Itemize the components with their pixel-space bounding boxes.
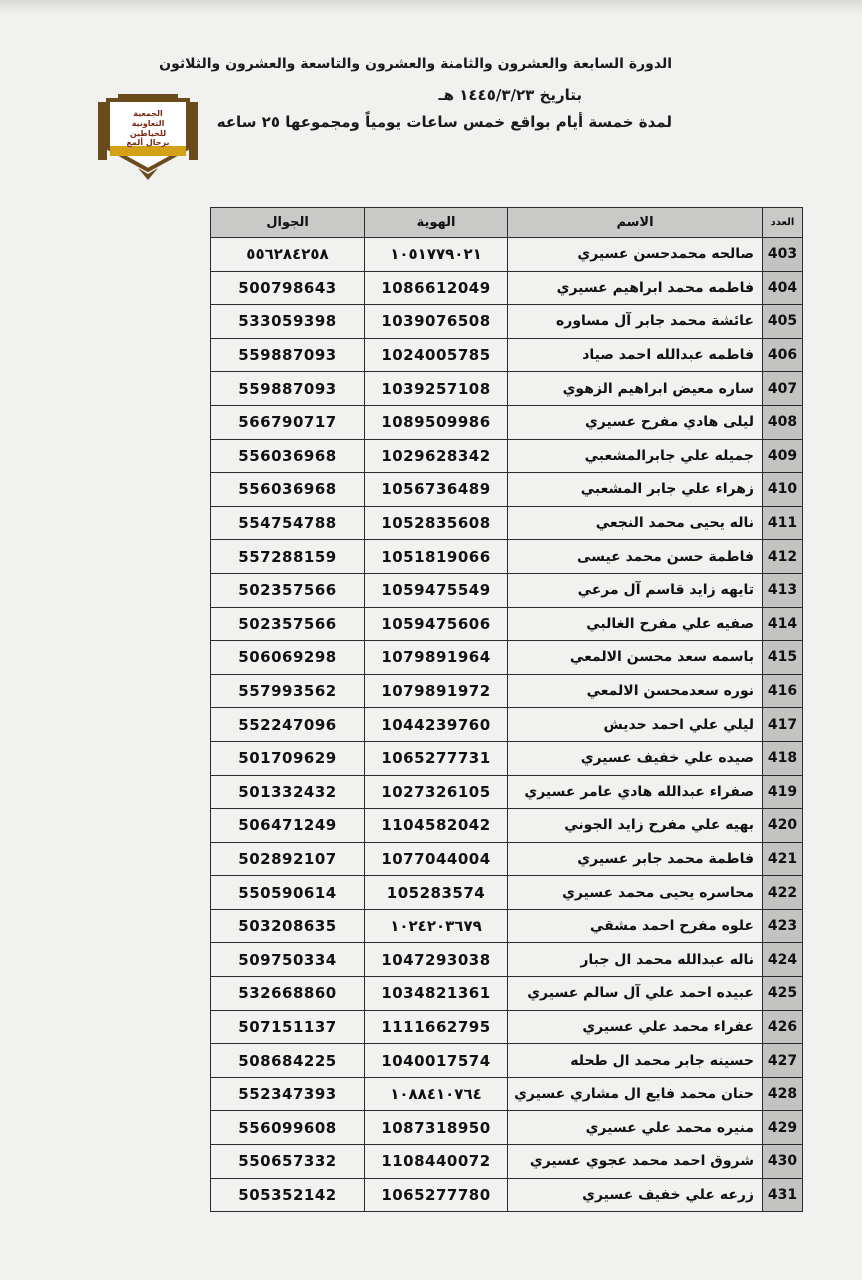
row-mobile: 550590614 <box>211 876 365 910</box>
row-name: صالحه محمدحسن عسيري <box>508 238 763 272</box>
header-mobile: الجوال <box>211 208 365 238</box>
row-number: 424 <box>763 943 803 977</box>
row-number: 412 <box>763 540 803 574</box>
row-mobile: 532668860 <box>211 977 365 1011</box>
row-mobile: 501709629 <box>211 741 365 775</box>
row-mobile: 550657332 <box>211 1145 365 1179</box>
row-name: بهيه علي مفرح زايد الجوني <box>508 809 763 843</box>
row-mobile: 506069298 <box>211 641 365 675</box>
svg-text:برجال ألمع: برجال ألمع <box>126 138 170 147</box>
row-number: 407 <box>763 372 803 406</box>
row-id: 1079891964 <box>365 641 508 675</box>
table-row <box>211 305 803 339</box>
row-number: 429 <box>763 1111 803 1145</box>
course-title: الدورة السابعة والعشرون والثامنة والعشرون والتاسعة والعشرون والثلاثون <box>159 56 672 72</box>
row-number: 419 <box>763 775 803 809</box>
table-row <box>211 405 803 439</box>
row-number: 405 <box>763 305 803 339</box>
row-name: علوه مفرح احمد مشقي <box>508 909 763 943</box>
participants-table <box>210 207 802 1212</box>
row-id: ١٠٥١٧٧٩٠٢١ <box>365 238 508 272</box>
table-row <box>211 473 803 507</box>
row-id: ١٠٨٨٤١٠٧٦٤ <box>365 1077 508 1111</box>
row-mobile: 559887093 <box>211 338 365 372</box>
row-name: زرعه علي خفيف عسيري <box>508 1178 763 1212</box>
row-number: 425 <box>763 977 803 1011</box>
table-row <box>211 271 803 305</box>
row-id: 1029628342 <box>365 439 508 473</box>
row-name: فاطمة حسن محمد عيسى <box>508 540 763 574</box>
row-mobile: 509750334 <box>211 943 365 977</box>
row-id: 1052835608 <box>365 506 508 540</box>
table-row <box>211 1010 803 1044</box>
row-name: جميله علي جابرالمشعبي <box>508 439 763 473</box>
table-row <box>211 1111 803 1145</box>
table-row <box>211 641 803 675</box>
row-number: 403 <box>763 238 803 272</box>
course-duration: لمدة خمسة أيام بواقع خمس ساعات يومياً ومجموعها ٢٥ ساعه <box>216 113 672 131</box>
row-mobile: 502892107 <box>211 842 365 876</box>
row-id: 1047293038 <box>365 943 508 977</box>
row-mobile: 502357566 <box>211 573 365 607</box>
row-name: فاطمه عبدالله احمد صياد <box>508 338 763 372</box>
row-id: 1051819066 <box>365 540 508 574</box>
row-mobile: 557993562 <box>211 674 365 708</box>
row-number: 406 <box>763 338 803 372</box>
table-row <box>211 506 803 540</box>
row-mobile: 552247096 <box>211 708 365 742</box>
table-row <box>211 876 803 910</box>
row-id: 1104582042 <box>365 809 508 843</box>
table-row <box>211 1178 803 1212</box>
table-row <box>211 842 803 876</box>
table-row <box>211 809 803 843</box>
row-number: 423 <box>763 909 803 943</box>
row-name: عائشة محمد جابر آل مساوره <box>508 305 763 339</box>
row-number: 421 <box>763 842 803 876</box>
row-mobile: 556036968 <box>211 473 365 507</box>
row-mobile: 500798643 <box>211 271 365 305</box>
row-name: صيده علي خفيف عسيري <box>508 741 763 775</box>
row-id: 1111662795 <box>365 1010 508 1044</box>
row-mobile: 502357566 <box>211 607 365 641</box>
table-row <box>211 775 803 809</box>
row-id: ١٠٢٤٢٠٣٦٧٩ <box>365 909 508 943</box>
row-name: ساره معيض ابراهيم الزهوي <box>508 372 763 406</box>
row-mobile: 506471249 <box>211 809 365 843</box>
row-name: ليلى هادي مفرح عسيري <box>508 405 763 439</box>
table-row <box>211 540 803 574</box>
row-id: 1034821361 <box>365 977 508 1011</box>
association-logo <box>98 88 198 188</box>
row-name: ناله يحيى محمد النجعي <box>508 506 763 540</box>
row-id: 1040017574 <box>365 1044 508 1078</box>
row-id: 1108440072 <box>365 1145 508 1179</box>
row-id: 1089509986 <box>365 405 508 439</box>
table-row <box>211 1044 803 1078</box>
row-number: 404 <box>763 271 803 305</box>
table-row <box>211 607 803 641</box>
header-id: الهوية <box>365 208 508 238</box>
row-name: شروق احمد محمد عجوي عسيري <box>508 1145 763 1179</box>
row-number: 411 <box>763 506 803 540</box>
row-name: تايهه زايد قاسم آل مرعي <box>508 573 763 607</box>
row-id: 1044239760 <box>365 708 508 742</box>
table-row <box>211 1077 803 1111</box>
row-id: 1059475549 <box>365 573 508 607</box>
row-name: صفيه علي مفرح الغالبي <box>508 607 763 641</box>
table-row <box>211 238 803 272</box>
row-mobile: 556036968 <box>211 439 365 473</box>
svg-text:الجمعية: الجمعية <box>133 109 163 118</box>
table-row <box>211 338 803 372</box>
row-number: 430 <box>763 1145 803 1179</box>
row-id: 1086612049 <box>365 271 508 305</box>
row-mobile: 508684225 <box>211 1044 365 1078</box>
row-mobile: 503208635 <box>211 909 365 943</box>
row-id: 1087318950 <box>365 1111 508 1145</box>
row-name: منيره محمد علي عسيري <box>508 1111 763 1145</box>
row-name: ناله عبدالله محمد ال جبار <box>508 943 763 977</box>
row-number: 415 <box>763 641 803 675</box>
row-number: 413 <box>763 573 803 607</box>
header-num: العدد <box>763 208 803 238</box>
row-name: عبيده احمد علي آل سالم عسيري <box>508 977 763 1011</box>
page-top-shadow <box>0 0 862 14</box>
table-row <box>211 708 803 742</box>
row-name: فاطمه محمد ابراهيم عسيري <box>508 271 763 305</box>
row-name: نوره سعدمحسن الالمعي <box>508 674 763 708</box>
table-header-row <box>211 208 803 238</box>
table-row <box>211 674 803 708</box>
row-mobile: 566790717 <box>211 405 365 439</box>
table-body <box>211 238 803 1212</box>
svg-text:التعاونية: التعاونية <box>131 119 165 128</box>
row-mobile: 533059398 <box>211 305 365 339</box>
row-name: زهراء علي جابر المشعبي <box>508 473 763 507</box>
row-mobile: 552347393 <box>211 1077 365 1111</box>
row-name: صفراء عبدالله هادي عامر عسيري <box>508 775 763 809</box>
row-mobile: ٥٥٦٢٨٤٢٥٨ <box>211 238 365 272</box>
row-id: 1056736489 <box>365 473 508 507</box>
row-name: فاطمة محمد جابر عسيري <box>508 842 763 876</box>
row-number: 418 <box>763 741 803 775</box>
row-number: 428 <box>763 1077 803 1111</box>
table-row <box>211 1145 803 1179</box>
table-row <box>211 909 803 943</box>
row-id: 1059475606 <box>365 607 508 641</box>
row-name: محاسره يحيى محمد عسيري <box>508 876 763 910</box>
row-id: 1065277780 <box>365 1178 508 1212</box>
row-mobile: 556099608 <box>211 1111 365 1145</box>
row-mobile: 501332432 <box>211 775 365 809</box>
row-number: 409 <box>763 439 803 473</box>
row-number: 408 <box>763 405 803 439</box>
table-row <box>211 372 803 406</box>
row-number: 420 <box>763 809 803 843</box>
row-number: 422 <box>763 876 803 910</box>
row-id: 1077044004 <box>365 842 508 876</box>
row-id: 1079891972 <box>365 674 508 708</box>
row-id: 1024005785 <box>365 338 508 372</box>
row-mobile: 505352142 <box>211 1178 365 1212</box>
row-id: 1027326105 <box>365 775 508 809</box>
row-mobile: 557288159 <box>211 540 365 574</box>
row-mobile: 559887093 <box>211 372 365 406</box>
row-id: 1065277731 <box>365 741 508 775</box>
row-number: 427 <box>763 1044 803 1078</box>
row-number: 417 <box>763 708 803 742</box>
table-row <box>211 977 803 1011</box>
row-mobile: 507151137 <box>211 1010 365 1044</box>
row-mobile: 554754788 <box>211 506 365 540</box>
row-number: 426 <box>763 1010 803 1044</box>
row-id: 105283574 <box>365 876 508 910</box>
table-row <box>211 573 803 607</box>
course-date: بتاريخ ١٤٤٥/٣/٢٣ هـ <box>438 86 582 104</box>
table-row <box>211 741 803 775</box>
row-name: ليلي علي احمد حديش <box>508 708 763 742</box>
row-name: عفراء محمد علي عسيري <box>508 1010 763 1044</box>
row-id: 1039076508 <box>365 305 508 339</box>
svg-text:للخياطين: للخياطين <box>129 129 167 138</box>
row-number: 416 <box>763 674 803 708</box>
row-number: 431 <box>763 1178 803 1212</box>
row-number: 410 <box>763 473 803 507</box>
header-name: الاسم <box>508 208 763 238</box>
row-number: 414 <box>763 607 803 641</box>
table-row <box>211 439 803 473</box>
row-name: باسمه سعد محسن الالمعي <box>508 641 763 675</box>
row-name: حنان محمد فايع ال مشاري عسيري <box>508 1077 763 1111</box>
table-row <box>211 943 803 977</box>
row-id: 1039257108 <box>365 372 508 406</box>
row-name: حسينه جابر محمد ال طحله <box>508 1044 763 1078</box>
